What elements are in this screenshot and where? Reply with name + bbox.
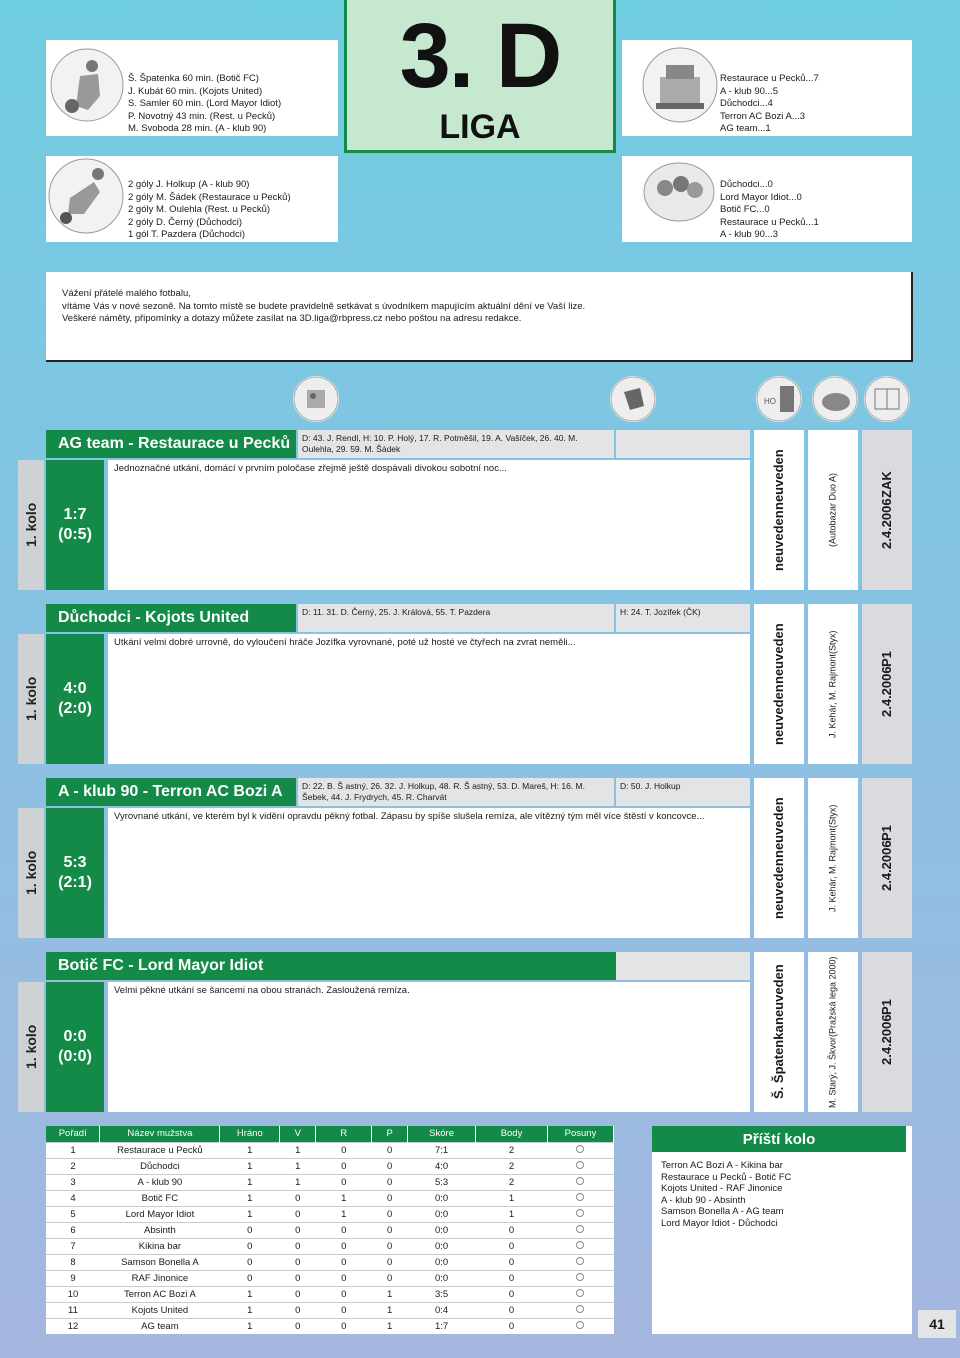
match-referee: J. Kehár, M. Rajmont (Styx) — [808, 604, 858, 764]
round-label: 1. kolo — [23, 676, 39, 722]
table-cell: 1 — [316, 1206, 372, 1222]
table-cell: 0:4 — [408, 1302, 476, 1318]
table-cell: 3 — [46, 1174, 100, 1190]
table-cell: 1 — [280, 1142, 316, 1158]
table-cell: 0 — [280, 1206, 316, 1222]
table-cell: 6 — [46, 1222, 100, 1238]
table-cell: 0 — [280, 1302, 316, 1318]
whistle-icon — [812, 376, 858, 422]
table-cell: 0 — [280, 1270, 316, 1286]
table-cell: 0 — [372, 1190, 408, 1206]
title-big: 3. D — [399, 5, 561, 107]
match-title: A - klub 90 - Terron AC Bozi A — [46, 778, 296, 806]
table-cell: 5 — [46, 1206, 100, 1222]
movement-icon — [547, 1174, 613, 1190]
table-cell: 2 — [46, 1158, 100, 1174]
round-label: 1. kolo — [23, 1024, 39, 1070]
table-cell: RAF Jinonice — [100, 1270, 220, 1286]
table-cell: 1 — [220, 1286, 280, 1302]
match-date: 2.4.2006 P1 — [862, 604, 912, 764]
table-cell: 0 — [316, 1270, 372, 1286]
table-cell: 2 — [476, 1174, 548, 1190]
round-label: 1. kolo — [23, 502, 39, 548]
movement-icon — [547, 1238, 613, 1254]
table-cell: 0 — [280, 1286, 316, 1302]
movement-icon — [547, 1286, 613, 1302]
mid-right-text: Důchodci...0 Lord Mayor Idiot...0 Botič FC...0 Restaurace u Pecků...1 A - klub 90...3 — [720, 179, 819, 240]
table-cell: 10 — [46, 1286, 100, 1302]
goalkeeper-glove-icon — [610, 376, 656, 422]
table-cell: Absinth — [100, 1222, 220, 1238]
table-row — [46, 1254, 614, 1270]
table-cell: 1 — [220, 1142, 280, 1158]
top-right-text: Restaurace u Pecků...7 A - klub 90...5 Důchodci...4 Terron AC Bozi A...3 AG team...1 — [720, 73, 819, 134]
table-cell: 0 — [372, 1206, 408, 1222]
table-cell: 1 — [372, 1286, 408, 1302]
table-cell: 0 — [476, 1286, 548, 1302]
player-photo-2 — [48, 158, 124, 234]
movement-icon — [547, 1142, 613, 1158]
table-cell: 0 — [280, 1238, 316, 1254]
table-cell: 7 — [46, 1238, 100, 1254]
table-cell: 0 — [316, 1238, 372, 1254]
table-cell: 1 — [220, 1206, 280, 1222]
table-row — [46, 1318, 614, 1334]
pitch-icon — [864, 376, 910, 422]
table-cell: 1 — [46, 1142, 100, 1158]
table-cell: 0:0 — [408, 1206, 476, 1222]
table-cell: 4:0 — [408, 1158, 476, 1174]
table-cell: 0 — [372, 1238, 408, 1254]
match-goals-2 — [616, 430, 750, 458]
table-cell: 0:0 — [408, 1254, 476, 1270]
table-cell: 2 — [476, 1158, 548, 1174]
table-cell: 0 — [316, 1174, 372, 1190]
table-cell: 0:0 — [408, 1238, 476, 1254]
match-cards: Š. Špatenka neuveden — [754, 952, 804, 1112]
table-cell: 5:3 — [408, 1174, 476, 1190]
card-icon — [756, 376, 802, 422]
match-referee: (Autobazar Duo A) — [808, 430, 858, 590]
match-goals-2: D: 50. J. Holkup — [616, 778, 750, 806]
table-cell: 1:7 — [408, 1318, 476, 1334]
table-cell: 2 — [476, 1142, 548, 1158]
table-row — [46, 1158, 614, 1174]
table-cell: 0 — [220, 1222, 280, 1238]
table-cell: 1 — [220, 1302, 280, 1318]
next-round-title: Příští kolo — [652, 1126, 906, 1152]
standings-table — [46, 1126, 614, 1334]
table-cell: 0 — [476, 1270, 548, 1286]
table-cell: 0 — [280, 1318, 316, 1334]
title-small: LIGA — [439, 108, 521, 146]
movement-icon — [547, 1302, 613, 1318]
table-cell: 9 — [46, 1270, 100, 1286]
movement-icon — [547, 1158, 613, 1174]
table-cell: 8 — [46, 1254, 100, 1270]
match-date: 2.4.2006 P1 — [862, 778, 912, 938]
table-cell: AG team — [100, 1318, 220, 1334]
next-round-box — [652, 1126, 912, 1334]
table-cell: 1 — [372, 1302, 408, 1318]
trophy-photo — [642, 47, 718, 123]
table-cell: Kojots United — [100, 1302, 220, 1318]
match-note: Vyrovnané utkání, ve kterém byl k vidění opravdu pěkný fotbal. Zápasu by spíše slušela remíza, ale vítězný tým měl více štěstí v koncovce... — [108, 808, 750, 938]
table-cell: 1 — [476, 1190, 548, 1206]
round-label: 1. kolo — [23, 850, 39, 896]
table-cell: 3:5 — [408, 1286, 476, 1302]
table-row — [46, 1270, 614, 1286]
table-cell: 1 — [220, 1174, 280, 1190]
table-cell: Lord Mayor Idiot — [100, 1206, 220, 1222]
table-row — [46, 1142, 614, 1158]
match-goals-2: H: 24. T. Jozífek (ČK) — [616, 604, 750, 632]
table-cell: 0 — [316, 1158, 372, 1174]
table-row — [46, 1238, 614, 1254]
table-cell: 0 — [316, 1254, 372, 1270]
player-photo-1 — [50, 48, 124, 122]
table-cell: A - klub 90 — [100, 1174, 220, 1190]
movement-icon — [547, 1206, 613, 1222]
match-date: 2.4.2006 P1 — [862, 952, 912, 1112]
table-cell: 1 — [476, 1206, 548, 1222]
match-cards: neuveden neuveden — [754, 778, 804, 938]
table-cell: 0 — [372, 1270, 408, 1286]
match-score: 0:0 (0:0) — [46, 982, 104, 1112]
table-cell: 0 — [220, 1254, 280, 1270]
table-cell: 0 — [280, 1222, 316, 1238]
table-cell: 0 — [476, 1222, 548, 1238]
table-cell: 7:1 — [408, 1142, 476, 1158]
match-cards: neuveden neuveden — [754, 604, 804, 764]
table-cell: 0 — [372, 1222, 408, 1238]
table-row — [46, 1174, 614, 1190]
table-cell: 1 — [220, 1318, 280, 1334]
table-cell: 1 — [220, 1190, 280, 1206]
next-round-list: Terron AC Bozi A - Kikina bar Restaurace u Pecků - Botič FC Kojots United - RAF Jinonice A - klub 90 - Absinth Samson Bonella A - AG team Lord Mayor Idiot - Důchodci — [661, 1160, 792, 1229]
match-referee: J. Kehár, M. Rajmont (Styx) — [808, 778, 858, 938]
table-cell: 0 — [372, 1158, 408, 1174]
match-goals: D: 43. J. Rendl, H: 10. P. Holý, 17. R. Potměšil, 19. A. Vašíček, 26. 40. M. Oulehla, 29. 59. M. Šádek — [298, 430, 614, 458]
movement-icon — [547, 1190, 613, 1206]
table-cell: Terron AC Bozi A — [100, 1286, 220, 1302]
table-cell: 0 — [220, 1238, 280, 1254]
top-left-text: Š. Špatenka 60 min. (Botič FC) J. Kubát 60 min. (Kojots United) S. Samler 60 min. (Lord Mayor Idiot) P. Novotný 43 min. (Rest. u Pecků) M. Svoboda 28 min. (A - klub 90) — [128, 73, 282, 134]
table-cell: Restaurace u Pecků — [100, 1142, 220, 1158]
match-title: AG team - Restaurace u Pecků — [46, 430, 296, 458]
table-cell: 0 — [220, 1270, 280, 1286]
table-cell: 1 — [372, 1318, 408, 1334]
table-cell: 0 — [476, 1302, 548, 1318]
table-header: Pořadí Název mužstva Hráno V R P Skóre Body Posuny — [46, 1126, 614, 1142]
table-cell: 0 — [372, 1142, 408, 1158]
soccer-ball-icon — [293, 376, 339, 422]
table-cell: 4 — [46, 1190, 100, 1206]
table-cell: Samson Bonella A — [100, 1254, 220, 1270]
match-goals: D: 22. B. Š astný, 26. 32. J. Holkup, 48. R. Š astný, 53. D. Mareš, H: 16. M. Šebek, 44. J. Frydrych, 45. R. Charvát — [298, 778, 614, 806]
table-cell: Botič FC — [100, 1190, 220, 1206]
table-cell: 0 — [372, 1174, 408, 1190]
movement-icon — [547, 1254, 613, 1270]
title-badge — [344, 0, 616, 153]
match-goals: D: 11. 31. D. Černý, 25. J. Králová, 55. T. Pazdera — [298, 604, 614, 632]
match-goals-2 — [616, 952, 750, 980]
match-cards: neuveden neuveden — [754, 430, 804, 590]
table-row — [46, 1286, 614, 1302]
table-cell: 0 — [316, 1222, 372, 1238]
table-cell: 0:0 — [408, 1222, 476, 1238]
match-note: Jednoznačné utkání, domácí v prvním poločase zřejmě ještě dospávali divokou sobotní noc... — [108, 460, 750, 590]
table-cell: 0 — [280, 1190, 316, 1206]
match-title: Botič FC - Lord Mayor Idiot — [46, 952, 616, 980]
table-cell: 0 — [476, 1318, 548, 1334]
fans-photo — [643, 162, 715, 222]
table-cell: 0 — [476, 1254, 548, 1270]
table-cell: Kikina bar — [100, 1238, 220, 1254]
table-row — [46, 1302, 614, 1318]
table-cell: 0:0 — [408, 1190, 476, 1206]
table-cell: 0 — [372, 1254, 408, 1270]
table-cell: 1 — [280, 1174, 316, 1190]
intro-text: Vážení přátelé malého fotbalu, vítáme Vás v nové sezoně. Na tomto místě se budete pravidelně setkávat s úvodníkem mapujícím aktuální dění ve Vaší lize. Veškeré náměty, připomínky a dotazy můžete zasílat na 3D.liga@rbpress.cz nebo poštou na adresu redakce. — [62, 288, 586, 324]
table-cell: Důchodci — [100, 1158, 220, 1174]
table-cell: 0:0 — [408, 1270, 476, 1286]
table-cell: 0 — [316, 1318, 372, 1334]
match-date: 2.4.2006 ZAK — [862, 430, 912, 590]
table-row — [46, 1190, 614, 1206]
match-score: 4:0 (2:0) — [46, 634, 104, 764]
trophy-icon — [642, 47, 718, 123]
table-row — [46, 1206, 614, 1222]
table-cell: 0 — [280, 1254, 316, 1270]
match-score: 5:3 (2:1) — [46, 808, 104, 938]
table-row — [46, 1222, 614, 1238]
table-cell: 1 — [280, 1158, 316, 1174]
movement-icon — [547, 1270, 613, 1286]
table-cell: 0 — [316, 1142, 372, 1158]
table-cell: 0 — [476, 1238, 548, 1254]
movement-icon — [547, 1222, 613, 1238]
goal-kick-icon — [48, 158, 124, 234]
fans-icon — [643, 162, 715, 222]
table-cell: 0 — [316, 1286, 372, 1302]
match-score: 1:7 (0:5) — [46, 460, 104, 590]
player-icon — [50, 48, 124, 122]
table-cell: 1 — [220, 1158, 280, 1174]
match-note: Velmi pěkné utkání se šancemi na obou stranách. Zasloužená remíza. — [108, 982, 750, 1112]
table-cell: 0 — [316, 1302, 372, 1318]
match-title: Důchodci - Kojots United — [46, 604, 296, 632]
match-note: Utkání velmi dobré urrovně, do vyloučení hráče Jozífka vyrovnané, poté už hosté ve čtyřech na zvrat neměli... — [108, 634, 750, 764]
intro-box — [46, 272, 913, 362]
page-number: 41 — [918, 1310, 956, 1338]
table-cell: 12 — [46, 1318, 100, 1334]
match-referee: M. Starý, J. Škvor (Pražská lega 2000) — [808, 952, 858, 1112]
table-cell: 1 — [316, 1190, 372, 1206]
mid-left-text: 2 góly J. Holkup (A - klub 90) 2 góly M. Šádek (Restaurace u Pecků) 2 góly M. Oulehla (Rest. u Pecků) 2 góly D. Černý (Důchodci) 1 gól T. Pazdera (Důchodci) — [128, 179, 291, 240]
movement-icon — [547, 1318, 613, 1334]
svg-text:HO: HO — [764, 397, 776, 406]
table-cell: 11 — [46, 1302, 100, 1318]
